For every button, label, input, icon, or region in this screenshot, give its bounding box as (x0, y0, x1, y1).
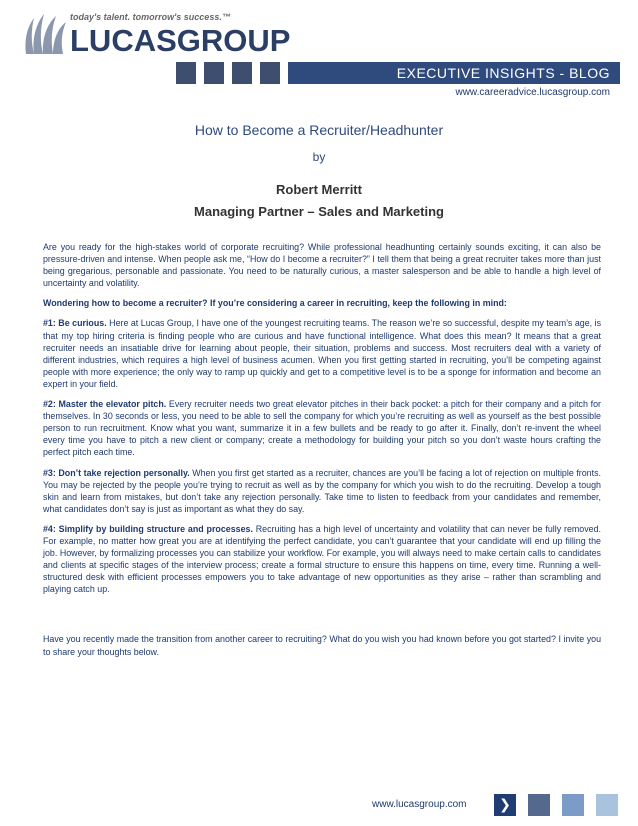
tip-1-heading: #1: Be curious. (43, 318, 107, 329)
spacer (43, 603, 601, 633)
header-square (260, 62, 280, 84)
header-url-link[interactable]: www.careeradvice.lucasgroup.com (455, 87, 610, 98)
brand-wordmark: LUCASGROUP (70, 23, 291, 58)
tip-1-paragraph (43, 317, 601, 390)
closing-paragraph: Have you recently made the transition from another career to recruiting? What do you wish you had known before you got started? I invite you to share your thoughts below. (43, 634, 601, 657)
blog-label: EXECUTIVE INSIGHTS - BLOG (288, 62, 620, 84)
article-title: How to Become a Recruiter/Headhunter (194, 122, 444, 138)
footer-url-link[interactable]: www.lucasgroup.com (372, 799, 467, 810)
tip-3-text: When you first get started as a recruiter, chances are you’ll be facing a lot of rejection on multiple fronts. You may be rejected by the people you’re trying to recruit as well as by the company for which you wish to do the recruiting. Develop a tough skin and learn from mistakes, but don’t take any rejection personally. Take time to listen to feedback from your candidates and remember, what candidates don’t say is just as important as what they do say. (43, 467, 601, 514)
footer-square (562, 794, 584, 816)
tip-2-text: Every recruiter needs two great elevator pitches in their back pocket: a pitch for their company and a pitch for themselves. In 30 seconds or less, you need to be able to sell the company for which you’re recruiting as well as yourself as the best possible person to run recruitment. Know what you want, summarize it in a few bullets and be ready to go after it. Finally, don’t re-invent the wheel every time you have to pitch a new client or company; create a methodology for building your pitch so you don’t waste hours crafting the perfect pitch each time. (43, 399, 601, 458)
author-name: Robert Merritt (276, 182, 362, 197)
tip-4-paragraph (43, 523, 601, 596)
article-body (43, 241, 601, 666)
intro-paragraph: Are you ready for the high-stakes world of corporate recruiting? While professional headhunting certainly sounds exciting, it can also be pressure-driven and intense. When people ask me, “How do I become a recruiter?” I tell them that being a great recruiter takes more than just being gregarious, personable and passionate. You need to be naturally curious, a master salesperson and be able to handle a high level of uncertainty and volatility. (43, 242, 601, 289)
tip-4-text: Recruiting has a high level of uncertainty and volatility that can never be fully removed. For example, no matter how great you are at identifying the perfect candidate, you can’t guarantee that your candidate will end up filling the job. However, by formalizing processes you can stabilize your workflow. For example, you will always need to make certain calls to candidates and clients at specific stages of the interview process; create a formal structure to ensure this happens on time, every time. Running a well-structured desk with efficient processes empowers you to take advantage of new opportunities as they arise – rather than scrambling and playing catch up. (43, 523, 601, 595)
tip-2-paragraph (43, 398, 601, 458)
tip-3-paragraph (43, 467, 601, 515)
tip-4-heading: #4: Simplify by building structure and processes. (43, 523, 253, 534)
footer-square (528, 794, 550, 816)
header-bar (176, 62, 620, 84)
brand-tagline: today's talent. tomorrow's success.™ (70, 12, 231, 22)
lead-text: Wondering how to become a recruiter? If you’re considering a career in recruiting, keep the following in mind: (43, 298, 507, 309)
tip-2-heading: #2: Master the elevator pitch. (43, 399, 167, 410)
lead-paragraph (43, 297, 601, 309)
header-square (232, 62, 252, 84)
author-role: Managing Partner – Sales and Marketing (194, 204, 444, 219)
header-square (204, 62, 224, 84)
next-arrow-icon[interactable]: ❯ (494, 794, 516, 816)
tip-3-heading: #3: Don’t take rejection personally. (43, 467, 190, 478)
footer-square (596, 794, 618, 816)
byline-by: by (312, 150, 326, 164)
tip-1-text: Here at Lucas Group, I have one of the youngest recruiting teams. The reason we’re so successful, despite my team’s age, is that my top hiring criteria is finding people who are curious and have functional intelligence. What does this mean? It means that a great recruiter needs an insatiable drive for learning about people, their situation, problems and success. Most recruiters deal with a variety of different industries, which requires a high level of business acumen. When you first getting started in recruiting, you’ll be competing against people with more experience; the only way to ramp up quickly and get to a competitive level is to be a sponge for information and become an expert in your field. (43, 318, 602, 389)
header-square (176, 62, 196, 84)
